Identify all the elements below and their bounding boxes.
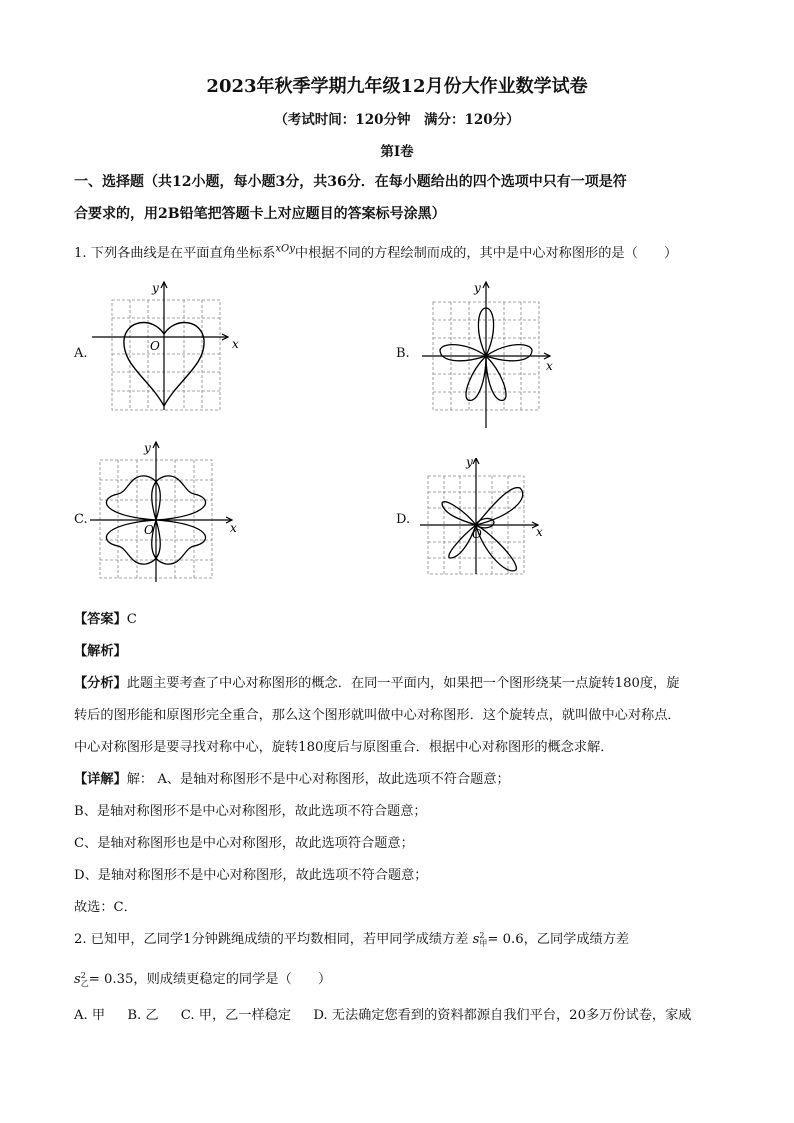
q1-answer [74, 608, 137, 627]
section-heading-line2: 合要求的，用2B铅笔把答题卡上对应题目的答案标号涂黑） [74, 206, 446, 222]
volume-label: 第Ⅰ卷 [380, 144, 414, 160]
q2-option-a: A. 甲 [74, 1008, 106, 1023]
q2-stem-part1: 2. 已知甲，乙同学1分钟跳绳成绩的平均数相同，若甲同学成绩方差 [74, 932, 469, 947]
s-jia-symbol: s [472, 932, 480, 947]
s-yi-indices [81, 972, 89, 988]
q2-stem-part3: ，则成绩更稳定的同学是（ ） [133, 972, 332, 987]
q2-option-d: D. 无法确定您看到的资料都源自我们平台，20多万份试卷，家威 [313, 1008, 692, 1023]
fig-d-origin-label: O [472, 527, 482, 541]
q2-stem-line1 [74, 928, 629, 948]
fig-b-y-label: y [474, 281, 481, 295]
xiangjie-text-a: 解： A、是轴对称图形不是中心对称图形，故此选项不符合题意； [126, 772, 510, 787]
fenxi-line1 [74, 672, 679, 691]
s-yi-sup: 2 [80, 970, 86, 980]
option-b-label: B. [396, 346, 410, 361]
option-c-label: C. [74, 512, 88, 527]
fig-c-x-label: x [230, 521, 237, 535]
figure-b-five-petal [420, 280, 560, 430]
page-title: 2023年秋季学期九年级12月份大作业数学试卷 [206, 76, 588, 97]
analysis-tag: 【解析】 [74, 644, 127, 659]
q2-option-c: C. 甲，乙一样稳定 [180, 1008, 292, 1023]
xiangjie-line-c: C、是轴对称图形也是中心对称图形，故此选项符合题意； [74, 836, 414, 851]
q2-stem-part2: ，乙同学成绩方差 [523, 932, 630, 947]
s-jia-sub: 甲 [479, 938, 488, 948]
s-jia-sup: 2 [479, 930, 485, 940]
fig-b-x-label: x [546, 359, 553, 373]
exam-info: （考试时间：120分钟 满分：120分） [274, 112, 520, 128]
q2-stem-line2 [74, 968, 331, 988]
s-jia-value: = 0.6 [487, 932, 524, 947]
s-yi-symbol: s [74, 972, 81, 987]
q1-stem [74, 242, 677, 261]
figure-c-clover [90, 440, 240, 585]
fig-a-origin-label: O [150, 339, 160, 353]
fenxi-text1: 此题主要考查了中心对称图形的概念．在同一平面内，如果把一个图形绕某一点旋转180度，旋 [126, 676, 680, 691]
fig-a-x-label: x [232, 337, 239, 351]
figure-d-butterfly [420, 458, 550, 578]
fenxi-line2: 转后的图形能和原图形完全重合，那么这个图形就叫做中心对称图形．这个旋转点，就叫做中心对称点． [74, 708, 681, 723]
s-yi-sub: 乙 [80, 978, 89, 988]
q2-option-b: B. 乙 [127, 1008, 159, 1023]
option-a-label: A. [74, 346, 88, 361]
xiangjie-line-b: B、是轴对称图形不是中心对称图形，故此选项不符合题意； [74, 804, 427, 819]
section-heading-line1: 一、选择题（共12小题，每小题3分，共36分．在每小题给出的四个选项中只有一项是符 [74, 174, 627, 190]
fig-a-y-label: y [152, 281, 159, 295]
option-d-label: D. [396, 512, 411, 527]
conclusion: 故选：C． [74, 900, 137, 915]
answer-value: C [126, 612, 137, 627]
s-yi-value: = 0.35 [88, 972, 134, 987]
fig-c-origin-label: O [144, 523, 154, 537]
fig-c-y-label: y [144, 441, 151, 455]
fenxi-tag: 【分析】 [74, 676, 127, 691]
fig-d-x-label: x [536, 525, 543, 539]
q1-stem-part1: 1. 下列各曲线是在平面直角坐标系 [74, 246, 276, 261]
xiangjie-line-a [74, 768, 510, 787]
answer-tag: 【答案】 [74, 612, 127, 627]
fig-d-y-label: y [466, 458, 473, 469]
q1-coord-label: xOy [275, 243, 295, 255]
q2-options [74, 1004, 691, 1023]
fenxi-line3: 中心对称图形是要寻找对称中心，旋转180度后与原图重合．根据中心对称图形的概念求解． [74, 740, 614, 755]
figure-a-heart [90, 280, 250, 415]
q1-stem-part2: 中根据不同的方程绘制而成的，其中是中心对称图形的是（ ） [294, 246, 678, 261]
xiangjie-tag: 【详解】 [74, 772, 127, 787]
xiangjie-line-d: D、是轴对称图形不是中心对称图形，故此选项不符合题意； [74, 868, 428, 883]
